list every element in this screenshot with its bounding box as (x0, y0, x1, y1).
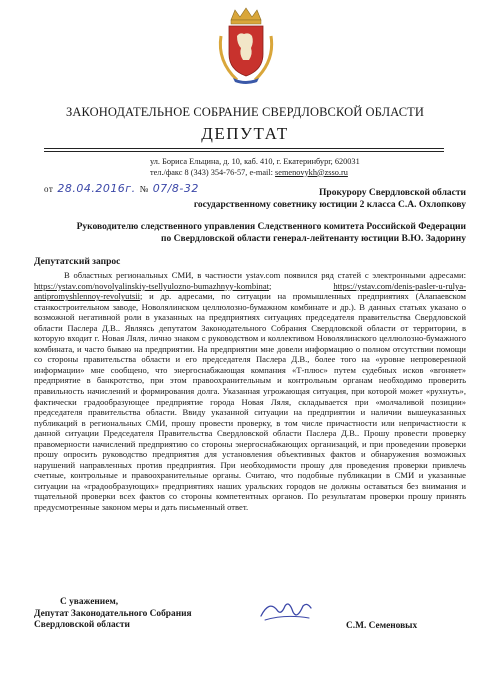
request-body (34, 270, 466, 513)
body-text-main: ; и др. адресами, по ситуации на промышленных предприятиях (Алапаевском станкостроительном заводе, Новолялинском целлюлозно-бумажном комбинате и др.). В данных статьях указано о возможной негативной роли в указанных на предприятиях ситуациях председателя правительства Свердловской области Паслера Д.В.. Являясь депутатом Законодательного Собрания Свердловской области от территории, в которую входит г. Новая Ляля, лично знаком с руководством и коллективом Новолялинского целлюлозно-бумажного комбината, и часто бываю на предприятии. На предприятии мне довели информацию о полном отсутствии помощи со стороны правительства области и его председателя Паслера Д.В., более того на «уровне непроверенной информации» мне сообщено, что энергоснабжающая компания «Т-плюс» путем судебных исков «вгоняет» предприятие в банкротство, при этом правоохранительным и контрольным органам необходимо проверить правильность начислений и формирования долга. Указанная угрожающая ситуация, при которой может «рухнуть», фактически градообразующее предприятие города Новая Ляля, складывается при «молчаливой позиции» председателя правительства области. Ввиду указанной ситуации на предприятии и наличии вышеуказанных публикаций в региональных СМИ, прошу провести проверку, в том числе причастности или непричастности к данной ситуации Председателя Правительства Свердловской области Паслера Д.В.. Прошу провести проверку правомерности начислений предприятию со стороны энергоснабжающих организаций, и при проведении проверки прошу опросить руководство предприятия для установления объективных фактов и обнаружения возможных нарушений направленных против предприятия. При необходимости прошу для проведения проверки привлечь счетные, контрольные и правоохранительные органы. Считаю, что подобные публикации в СМИ и указанные ситуации на «градообразующих» предприятиях наших уральских городов не должны оставаться без внимания и тщательной проверки всех фактов со стороны компетентных органов. По результатам проверки прошу принять предусмотренные законом меры и дать письменный ответ. (34, 291, 466, 513)
email-link[interactable]: semenovykh@zsso.ru (275, 167, 348, 177)
number-label: № (139, 184, 149, 194)
date-label: от (44, 184, 54, 194)
outgoing-reference (44, 182, 199, 195)
body-paragraph (34, 270, 466, 513)
addressee-prosecutor (194, 188, 466, 211)
body-text-intro: В областных региональных СМИ, в частности ystav.com появился ряд статей с электронными адресами: (64, 270, 466, 280)
addressee-ic-line2: по Свердловской области генерал-лейтенанту юстиции В.Ю. Задорину (161, 233, 466, 244)
article-link-2[interactable]: https://ystav.com/denis-pasler-u-rulya-antipromyshlennoy-revolyutsii (34, 280, 466, 302)
position-line1: Депутат Законодательного Собрания (34, 608, 192, 619)
phone-text: тел./факс 8 (343) 354-76-57, e-mail: (150, 167, 276, 177)
handwritten-signature (255, 596, 315, 626)
date-value: 28.04.2016г. (57, 182, 136, 195)
coat-of-arms-icon (207, 6, 285, 86)
signatory-name: С.М. Семеновых (346, 621, 418, 631)
regards-text: С уважением, (60, 597, 119, 607)
number-value: 07/8-32 (152, 182, 199, 195)
addressee-prosecutor-line2: государственному советнику юстиции 2 класса С.А. Охлопкову (193, 199, 466, 210)
signature-block (34, 597, 192, 632)
article-link-1[interactable]: https://ystav.com/novolyalinskiy-tsellyulozno-bumazhnyy-kombinat (34, 280, 270, 291)
address-line: ул. Бориса Ельцина, д. 10, каб. 410, г. Екатеринбург, 620031 (150, 157, 360, 166)
document-title: ДЕПУТАТ (201, 124, 289, 143)
header-rule-thin (44, 151, 444, 152)
addressee-prosecutor-line1: Прокурору Свердловской области (319, 188, 466, 198)
contact-block (150, 157, 360, 178)
link-separator: ; (269, 280, 334, 291)
organization-name: ЗАКОНОДАТЕЛЬНОЕ СОБРАНИЕ СВЕРДЛОВСКОЙ ОБЛАСТИ (65, 105, 425, 119)
position-line2: Свердловской области (34, 620, 130, 630)
request-heading: Депутатский запрос (34, 257, 121, 267)
header-rule (44, 148, 444, 149)
addressee-investigative-committee (77, 222, 466, 245)
phone-line (150, 168, 360, 179)
addressee-ic-line1: Руководителю следственного управления Следственного комитета Российской Федерации (76, 222, 466, 232)
